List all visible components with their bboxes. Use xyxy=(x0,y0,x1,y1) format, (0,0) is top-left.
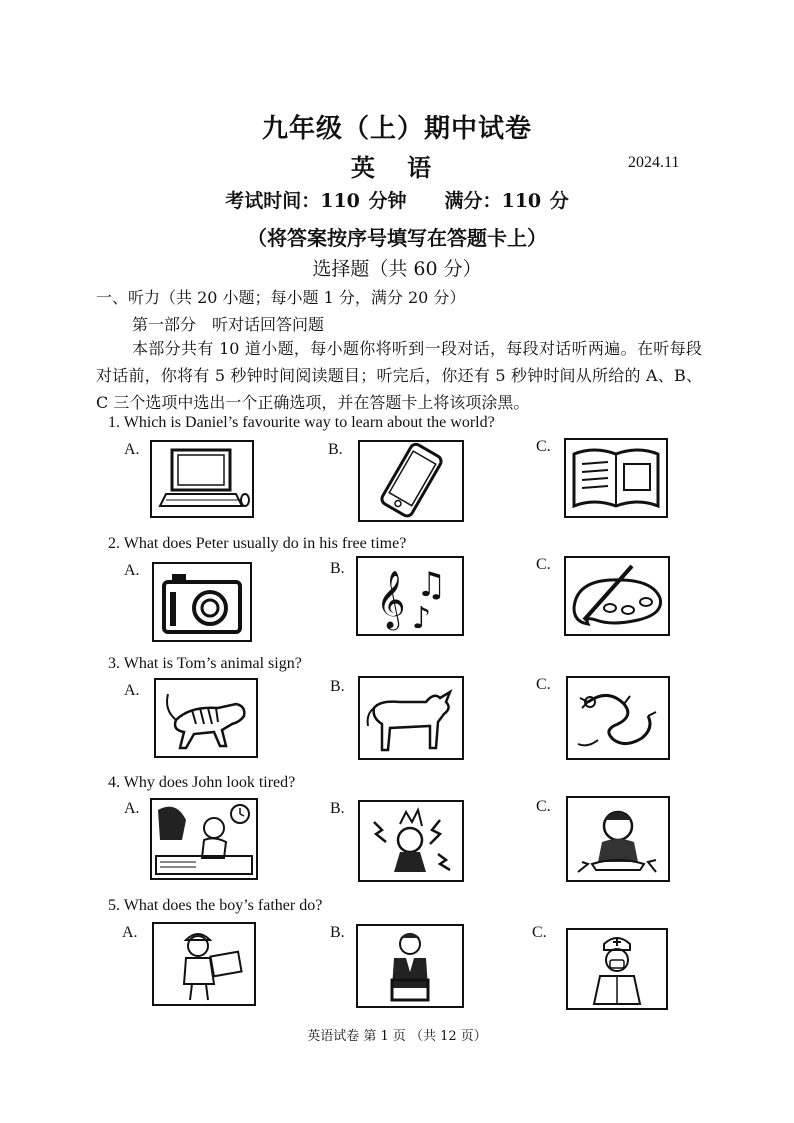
smartphone-icon xyxy=(358,440,464,522)
question-3: 3. What is Tom’s animal sign? xyxy=(108,655,302,672)
option-label: C. xyxy=(536,556,551,573)
music-notes-icon xyxy=(356,556,464,636)
option-label: A. xyxy=(124,800,140,817)
option-label: C. xyxy=(536,676,551,693)
businessman-icon xyxy=(356,924,464,1008)
noisy-neighbor-icon xyxy=(358,800,464,882)
svg-text:𝄞: 𝄞 xyxy=(376,570,406,628)
computer-icon xyxy=(150,440,254,518)
question-5: 5. What does the boy’s father do? xyxy=(108,897,323,914)
paint-palette-icon xyxy=(564,556,670,636)
option-label: B. xyxy=(328,441,343,458)
tiger-icon xyxy=(154,678,258,758)
studying-late-icon xyxy=(150,798,258,880)
option-label: B. xyxy=(330,924,345,941)
option-label: C. xyxy=(532,924,547,941)
doctor-icon xyxy=(566,928,668,1010)
answer-notice: （将答案按序号填写在答题卡上） xyxy=(247,226,547,250)
option-label: A. xyxy=(124,441,140,458)
option-label: C. xyxy=(536,438,551,455)
option-label: B. xyxy=(330,678,345,695)
question-2: 2. What does Peter usually do in his free time? xyxy=(108,535,407,552)
exam-time-score: 考试时间：110 分钟 满分：110 分 xyxy=(225,190,569,212)
open-book-icon xyxy=(564,438,668,518)
question-4: 4. Why does John look tired? xyxy=(108,774,296,791)
part1-heading: 第一部分 听对话回答问题 xyxy=(132,315,325,334)
exam-subject: 英 语 xyxy=(350,153,444,182)
ox-icon xyxy=(358,676,464,760)
exam-date: 2024.11 xyxy=(628,154,680,171)
listening-section-heading: 一、听力（共 20 小题；每小题 1 分，满分 20 分） xyxy=(96,288,466,307)
option-label: A. xyxy=(122,924,138,941)
instructions-paragraph: 本部分共有 10 道小题，每小题你将听到一段对话，每段对话听两遍。在听每段对话前，你将有 5 秒钟时间阅读题目；听完后，你还有 5 秒钟时间从所给的 A、B、C 三个选项中选出一个正确选项，并在答题卡上将该项涂黑。 xyxy=(96,339,702,412)
option-label: C. xyxy=(536,798,551,815)
option-label: B. xyxy=(330,560,345,577)
svg-text:♪: ♪ xyxy=(412,601,432,634)
dragon-icon xyxy=(566,676,670,760)
option-label: A. xyxy=(124,682,140,699)
question-1: 1. Which is Daniel’s favourite way to learn about the world? xyxy=(108,414,495,431)
exam-title: 九年级（上）期中试卷 xyxy=(261,114,532,144)
choice-section-heading: 选择题（共 60 分） xyxy=(312,258,482,280)
camera-icon xyxy=(152,562,252,642)
engineer-icon xyxy=(152,922,256,1006)
option-label: B. xyxy=(330,800,345,817)
page-footer: 英语试卷 第 1 页 （共 12 页） xyxy=(307,1029,487,1044)
option-label: A. xyxy=(124,562,140,579)
svg-text:♫: ♫ xyxy=(416,565,447,605)
sad-boy-icon xyxy=(566,796,670,882)
